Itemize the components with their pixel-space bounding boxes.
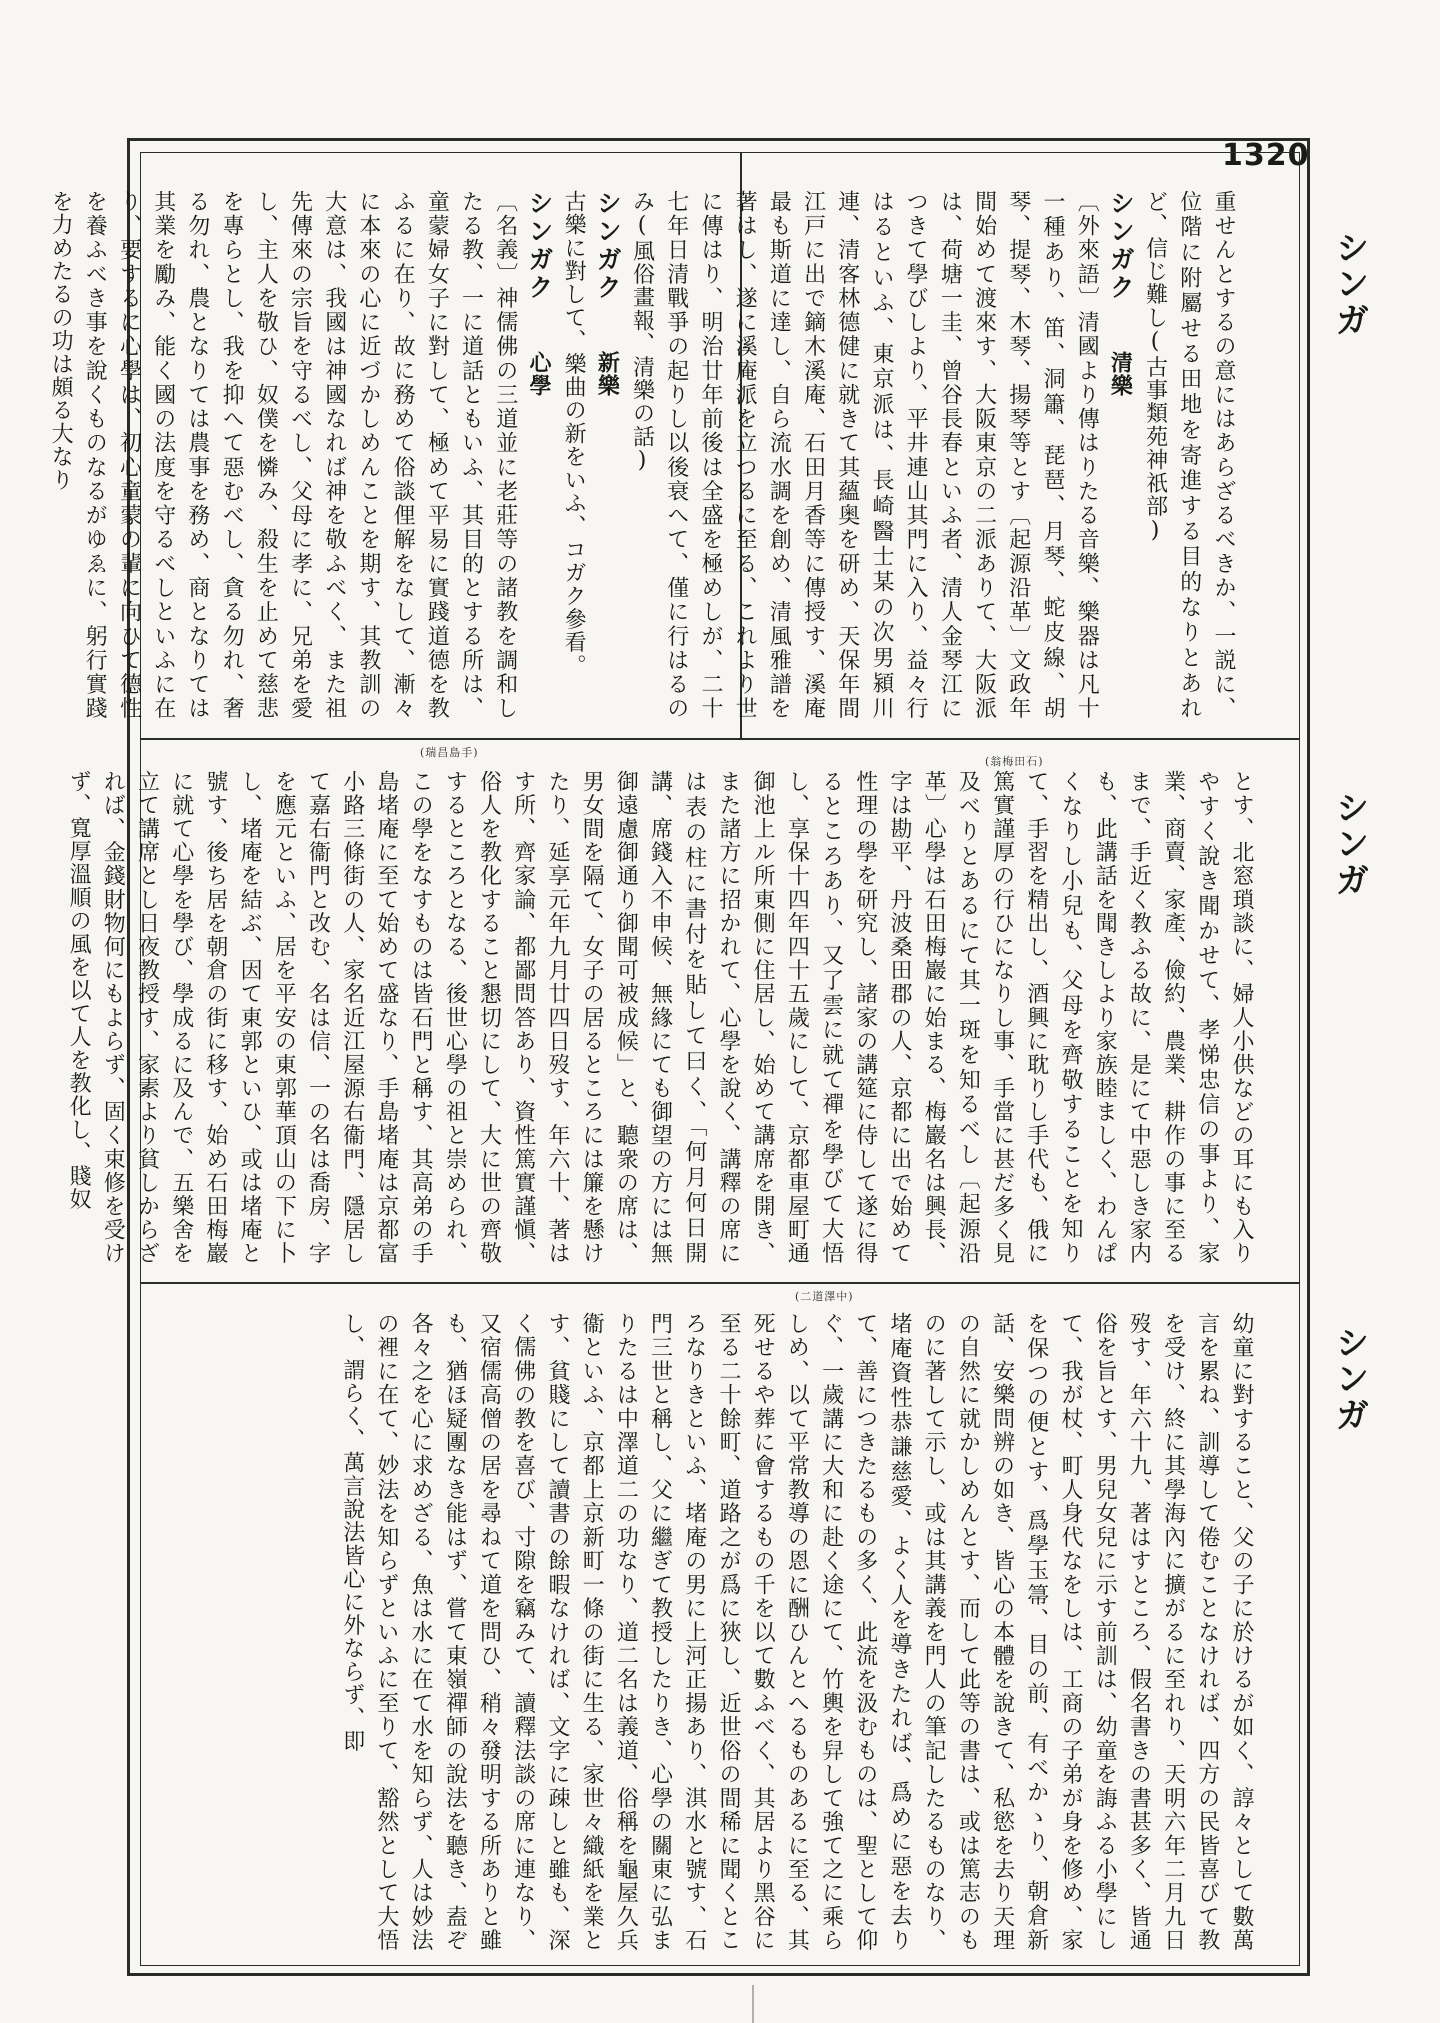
entry-term: シンガク <box>524 190 554 302</box>
top-section-text <box>48 190 1240 720</box>
header-shinga-top: シンガ <box>1329 230 1369 338</box>
entry-shingaku-new-music <box>590 190 624 720</box>
binding-mark <box>752 1985 754 2023</box>
entry-body: 古樂に對して、樂曲の新をいふ、コガク參看。 <box>561 190 587 678</box>
intro-paragraph: 重せんとするの意にはあらざるべきか、一説に、位階に附屬せる田地を寄進する目的なりとあれど、信じ難し(古事類苑神祇部) <box>1142 190 1236 720</box>
entry-term: シンガク <box>593 190 623 302</box>
entry-shingaku-qingle <box>1103 190 1137 720</box>
entry-gloss: 清樂 <box>1107 351 1134 398</box>
entry-gloss: 心學 <box>525 351 552 398</box>
entry-shingaku-mind-learning <box>522 190 556 720</box>
portrait-caption-nakazawa: (二道澤中) <box>795 1290 854 1303</box>
bottom-paragraph: 幼童に對すること、父の子に於けるが如く、諄々として數萬言を累ね、訓導して倦むことなければ、四方の民皆喜びて教を受け、終に其學海內に擴がるに至れり、天明六年二月九日歿す、年六十九、著はすところ、假名書きの書甚多く、皆通俗を旨とす、男兒女兒に示す前訓は、幼童を誨ふる小學にして、我が杖、町人身代なをしは、工商の子弟が身を修め、家を保つの便とす、爲學玉箒、目の前、有べかゝり、朝倉新話、安樂問辨の如き、皆心の本體を說きて、私慾を去り天理の自然に就かしめんとす、而して此等の書は、或は篤志のものに著して示し、或は其講義を門人の筆記したるものなり、堵庵資性恭謙慈愛、よく人を導きたれば、爲めに惡を去りて、善につきたるもの多く、此流を汲むものは、聖として仰ぐ、一歲講に大和に赴く途にて、竹輿を舁して強て之に乘らしめ、以て平常教導の恩に酬ひんとへるものあるに至る、其死せるや葬に會するもの千を以て數ふべく、其居より黑谷に至る二十餘町、道路之が爲に狹し、近世俗の間稀に聞くところなりきといふ、堵庵の男に上河正揚あり、淇水と號す、石門三世と稱し、父に繼ぎて教授したりき、心學の關東に弘まりたるは中澤道二の功なり、道二名は義道、俗稱を龜屋久兵衞といふ、京都上京新町一條の街に生る、家世々織紙を業とす、貧賤にして讀書の餘暇なければ、文字に疎しと雖も、深く儒佛の教を喜び、寸隙を竊みて、讀釋法談の席に連なり、又宿儒高僧の居を尋ねて道を問ひ、稍々發明する所ありと雖も、猶ほ疑團なき能はず、嘗て東嶺禪師の說法を聽き、盍ぞ各々之を心に求めざる、魚は水に在て水を知らず、人は妙法の裡に在て、妙法を知らずといふに至りて、豁然として大悟し、謂らく、萬言說法皆心に外ならず、即 <box>339 1312 1254 1952</box>
section-divider-bottom <box>140 1282 1300 1284</box>
entry-gloss: 新樂 <box>594 351 621 398</box>
middle-section-text <box>66 770 1258 1265</box>
entry-body: 〔名義〕神儒佛の三道並に老莊等の諸教を調和したる教、一に道話ともいふ、其目的とする所は、童蒙婦女子に對して、極めて平易に實踐道德を教ふるに在り、故に務めて俗談俚解をなして、漸々に本來の心に近づかしめんことを期す、其教訓の大意は、我國は神國なれば神を敬ふべく、また祖先傳來の宗旨を守るべし、父母に孝に、兄弟を愛し、主人を敬ひ、奴僕を憐み、殺生を止めて慈悲を專らとし、我を抑へて惡むべし、貪る勿れ、奢る勿れ、農となりては農事を務め、商となりては其業を勵み、能く國の法度を守るべしといふに在り、要するに心學は、初心童蒙の輩に向ひて德性を養ふべき事を說くものなるがゆゑに、躬行實踐を力めたるの功は頗る大なり <box>48 190 518 720</box>
bottom-section-text <box>158 1312 1258 1952</box>
section-divider-top <box>140 738 1300 740</box>
header-shinga-bottom: シンガ <box>1329 1325 1369 1433</box>
entry-body: 〔外來語〕清國より傳はりたる音樂、樂器は凡十一種あり、笛、洞簫、琵琶、月琴、蛇皮線、胡琴、提琴、木琴、揚琴等とす〔起源沿革〕文政年間始めて渡來す、大阪東京の二派ありて、大阪派は、荷塘一圭、曾谷長春といふ者、清人金琴江につきて學びしより、平井連山其門に入り、益々行はるといふ、東京派は、長崎醫士某の次男潁川連、清客林德健に就きて其蘊奥を研め、天保年間江戸に出で鏑木溪庵、石田月香等に傳授す、溪庵最も斯道に達し、自ら流水調を創め、清風雅譜を著はし、遂に溪庵派を立つるに至る、これより世に傳はり、明治廿年前後は全盛を極めしが、二十七年日清戰爭の起りし以後衰へて、僅に行はるのみ(風俗畫報、清樂の話) <box>629 190 1100 720</box>
page-number: 1320 <box>1222 138 1310 173</box>
portrait-caption-ishida: (翁梅田石) <box>985 755 1044 768</box>
middle-paragraph: とす、北窓瑣談に、婦人小供などの耳にも入りやすく說き聞かせて、孝悌忠信の事より、家業、商賣、家產、儉約、農業、耕作の事に至るまで、手近く教ふる故に、是にて中惡しき家内も、此講話を聞きしより家族睦ましく、わんぱくなりし小兒も、父母を齊敬することを知りて、手習を精出し、酒興に耽りし手代も、俄に篤實謹厚の行ひになりし事、手當に甚だ多く見及べりとあるにて其一斑を知るべし〔起源沿革〕心學は石田梅巖に始まる、梅巖名は興長、字は勘平、丹波桑田郡の人、京都に出で始めて性理の學を研究し、諸家の講筵に侍して遂に得るところあり、又了雲に就て禪を學びて大悟し、享保十四年四十五歲にして、京都車屋町通御池上ル所東側に住居し、始めて講席を開き、また諸方に招かれて、心學を說く、講釋の席には表の柱に書付を貼して曰く、「何月何日開講、席錢入不申候、無緣にても御望の方には無御遠慮御通り御聞可被成候」と、聽衆の席は、男女間を隔て、女子の居るところには簾を懸けたり、延享元年九月廿四日歿す、年六十、著はす所、齊家論、都鄙問答あり、資性篤實謹愼、俗人を教化すること懇切にして、大に世の齊敬するところとなる、後世心學の祖と崇められ、この學をなすものは皆石門と稱す、其高弟の手島堵庵に至て始めて盛なり、手島堵庵は京都富小路三條街の人、家名近江屋源右衞門、隱居して嘉右衞門と改む、名は信、一の名は喬房、字を應元といふ、居を平安の東郭華頂山の下に卜し、堵庵を結ぶ、因て東郭といひ、或は堵庵と號す、後ち居を朝倉の街に移す、始め石田梅巖に就て心學を學び、學成るに及んで、五樂舍を立て講席とし日夜教授す、家素より貧しからざれば、金錢財物何にもよらず、固く束修を受けず、寬厚溫順の風を以て人を教化し、賤奴 <box>66 770 1254 1265</box>
portrait-caption-teshima: (瑞昌島手) <box>420 746 479 759</box>
header-shinga-middle: シンガ <box>1329 790 1369 898</box>
entry-term: シンガク <box>1106 190 1136 302</box>
